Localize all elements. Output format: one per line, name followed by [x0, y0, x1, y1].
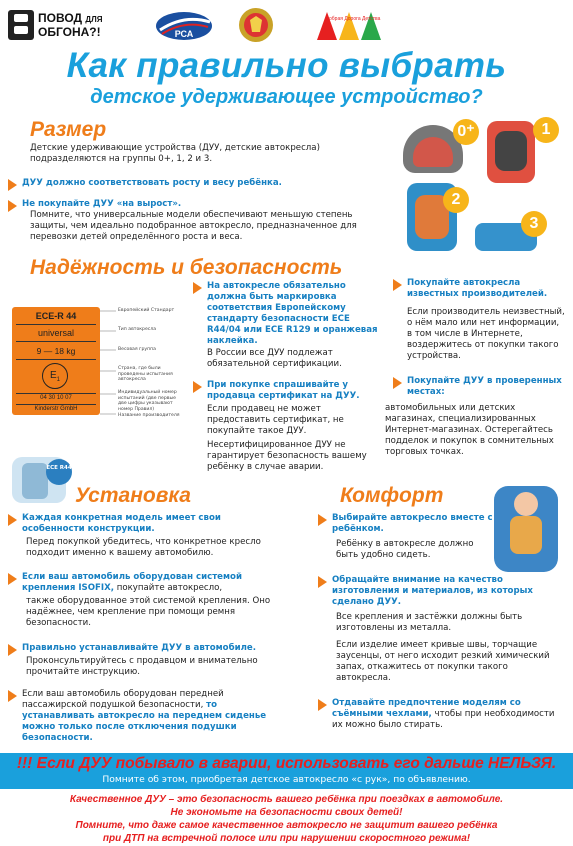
- comfort-heading: Комфорт: [340, 484, 444, 507]
- install-item-3: Правильно устанавливайте ДУУ в автомобиле.: [8, 643, 278, 656]
- warning-banner-text: Помните об этом, приобретая детское автокресло «с рук», по объявлению.: [102, 774, 471, 785]
- caption-maker: Название производителя: [118, 413, 180, 418]
- ece-label-example: [12, 307, 100, 415]
- install-note-2: также оборудованное этой системой крепления. Оно надёжнее, чем крепление при помощи ремня безопасности.: [26, 596, 271, 628]
- gibdd-emblem: [238, 6, 274, 44]
- povod-logo: [8, 8, 128, 42]
- logo-text-1: ПОВОД: [38, 10, 83, 25]
- caption-type: Тип автокресла: [118, 327, 157, 332]
- size-note: Помните, что универсальные модели обеспечивают меньшую степень защиты, чем идеально подобранное автокресло, предназначенное для перевозки детей определённого роста и веса.: [30, 210, 357, 242]
- size-heading: Размер: [30, 118, 107, 141]
- rsa-text: РСА: [174, 29, 194, 39]
- ece-badge: ECE R44: [46, 459, 72, 485]
- caption-country: Страна, где были проведены испытания автокресла: [118, 366, 173, 382]
- footer-line-2: Не экономьте на безопасности своих детей!: [170, 807, 403, 818]
- rsa-logo: [154, 10, 214, 42]
- size-intro: Детские удерживающие устройства (ДУУ, детские автокресла) подразделяются на группы 0+, 1, 2 и 3.: [30, 143, 320, 164]
- ddd-text: Добрая Дорога Детства: [325, 16, 381, 22]
- install-item-1: Каждая конкретная модель имеет свои особенности конструкции.: [8, 513, 268, 535]
- safety-heading: Надёжность и безопасность: [30, 256, 343, 279]
- seat-icon: [22, 463, 48, 499]
- install-item-2: Если ваш автомобиль оборудован системой крепления ISOFIX, покупайте автокресло,: [8, 572, 278, 594]
- comfort-item-2: Обращайте внимание на качество изготовления и материалов, из которых сделано ДУУ.: [318, 575, 563, 608]
- label-leader-lines: [100, 306, 118, 422]
- safety-mid-item-1: На автокресле обязательно должна быть маркировка соответствия Европейскому стандарту безопасности ECE R44/04 или ECE R129 и оранжевая наклейка.: [193, 281, 383, 347]
- ece-code: 04 30 10 07: [40, 395, 72, 401]
- comfort-item-3: Отдавайте предпочтение моделям со съёмными чехлами, чтобы при необходимости их можно было стирать.: [318, 698, 563, 731]
- safety-right-note-2: автомобильных или детских магазинах, специализированных Интернет-магазинах. Остерегайтесь подделок и покупок в сомнительных торговых точках.: [385, 403, 554, 457]
- orange-arrow-icon: [393, 377, 402, 389]
- size-item-1: ДУУ должно соответствовать росту и весу ребёнка.: [8, 178, 368, 191]
- orange-arrow-icon: [8, 200, 17, 212]
- safety-mid-item-2: При покупке спрашивайте у продавца сертификат на ДУУ.: [193, 380, 383, 402]
- safety-right-item-2: Покупайте ДУУ в проверенных местах:: [393, 376, 568, 398]
- car-seat-groups-illustration: [395, 115, 565, 255]
- group-1-badge: 1: [533, 117, 559, 143]
- footer-line-3: Помните, что даже самое качественное автокресло не защитит вашего ребёнка: [75, 820, 498, 831]
- footer-line-1: Качественное ДУУ – это безопасность вашего ребёнка при поездках в автомобиле.: [69, 794, 504, 805]
- orange-arrow-icon: [8, 514, 17, 526]
- orange-arrow-icon: [8, 690, 17, 702]
- logo-text-1b: ДЛЯ: [85, 14, 103, 24]
- comfort-note-2: Все крепления и застёжки должны быть изготовлены из металла.: [336, 612, 523, 633]
- orange-arrow-icon: [318, 699, 327, 711]
- caption-number: Индивидуальный номер испытаний (две первые две цифры указывают номер Правил): [118, 390, 177, 412]
- size-item-2: Не покупайте ДУУ «на вырост».: [8, 199, 368, 212]
- comfort-item-1: Выбирайте автокресло вместе с ребёнком.: [318, 513, 493, 535]
- orange-arrow-icon: [318, 576, 327, 588]
- safety-mid-note-3: Несертифицированное ДУУ не гарантирует безопасность вашему ребёнку в случае аварии.: [207, 440, 367, 472]
- ece-weight: 9 — 18 kg: [36, 346, 76, 356]
- install-note-1: Перед покупкой убедитесь, что конкретное кресло подходит именно к вашему автомобилю.: [26, 537, 261, 558]
- orange-arrow-icon: [393, 279, 402, 291]
- group-0-badge: 0⁺: [453, 119, 479, 145]
- safety-mid-note-1: В России все ДУУ подлежат обязательной сертификации.: [207, 348, 342, 369]
- comfort-note-1: Ребёнку в автокресле должно быть удобно сидеть.: [336, 539, 474, 560]
- logo-bar: [8, 6, 565, 44]
- safety-mid-note-2: Если продавец не может предоставить сертификат, не покупайте такое ДУУ.: [207, 404, 344, 436]
- orange-arrow-icon: [318, 514, 327, 526]
- group-2-badge: 2: [443, 187, 469, 213]
- orange-arrow-icon: [8, 179, 17, 191]
- logo-text-2: ОБГОНА?!: [38, 24, 101, 39]
- child-in-seat-illustration: [488, 466, 564, 576]
- ece-universal: universal: [37, 328, 75, 338]
- child-body-icon: [510, 516, 542, 554]
- ddd-logo: [313, 6, 393, 44]
- install-item-4: Если ваш автомобиль оборудован передней пассажирской подушкой безопасности, то устанавливать автокресло на переднем сиденье можно только после отключения подушки безопасности.: [8, 689, 288, 744]
- safety-right-item-1: Покупайте автокресла известных производителей.: [393, 278, 568, 300]
- car-seat-badge-illustration: [8, 445, 74, 507]
- main-subtitle: детское удерживающее устройство?: [90, 86, 483, 108]
- safety-right-note-1: Если производитель неизвестный, о нём мало или нет информации, в том числе в Интернете, воздержитесь от покупки такого устройства.: [407, 307, 565, 361]
- ece-standard: ECE-R 44: [35, 311, 77, 321]
- warning-banner-title: !!! Если ДУУ побывало в аварии, использовать его дальше НЕЛЬЗЯ.: [16, 755, 557, 772]
- comfort-note-3: Если изделие имеет кривые швы, торчащие заусенцы, от него исходит резкий химический запах, откажитесь от покупки такого автокресла.: [336, 640, 550, 683]
- orange-arrow-icon: [193, 381, 202, 393]
- orange-arrow-icon: [8, 573, 17, 585]
- main-title: Как правильно выбрать: [66, 46, 507, 85]
- ece-country-mark: $E_1$: [42, 363, 68, 389]
- ece-maker: Kinderstr GmbH: [34, 406, 78, 412]
- install-note-3: Проконсультируйтесь с продавцом и внимательно прочитайте инструкцию.: [26, 656, 258, 677]
- orange-arrow-icon: [193, 282, 202, 294]
- orange-arrow-icon: [8, 644, 17, 656]
- road-sign-icon: [8, 10, 34, 40]
- caption-standard: Европейский Стандарт: [118, 308, 175, 313]
- group-3-badge: 3: [521, 211, 547, 237]
- caption-weight: Весовая группа: [118, 347, 156, 352]
- child-head-icon: [514, 492, 538, 516]
- install-heading: Установка: [75, 484, 191, 507]
- footer-line-4: при ДТП на встречной полосе или при нарушении скоростного режима!: [102, 833, 471, 844]
